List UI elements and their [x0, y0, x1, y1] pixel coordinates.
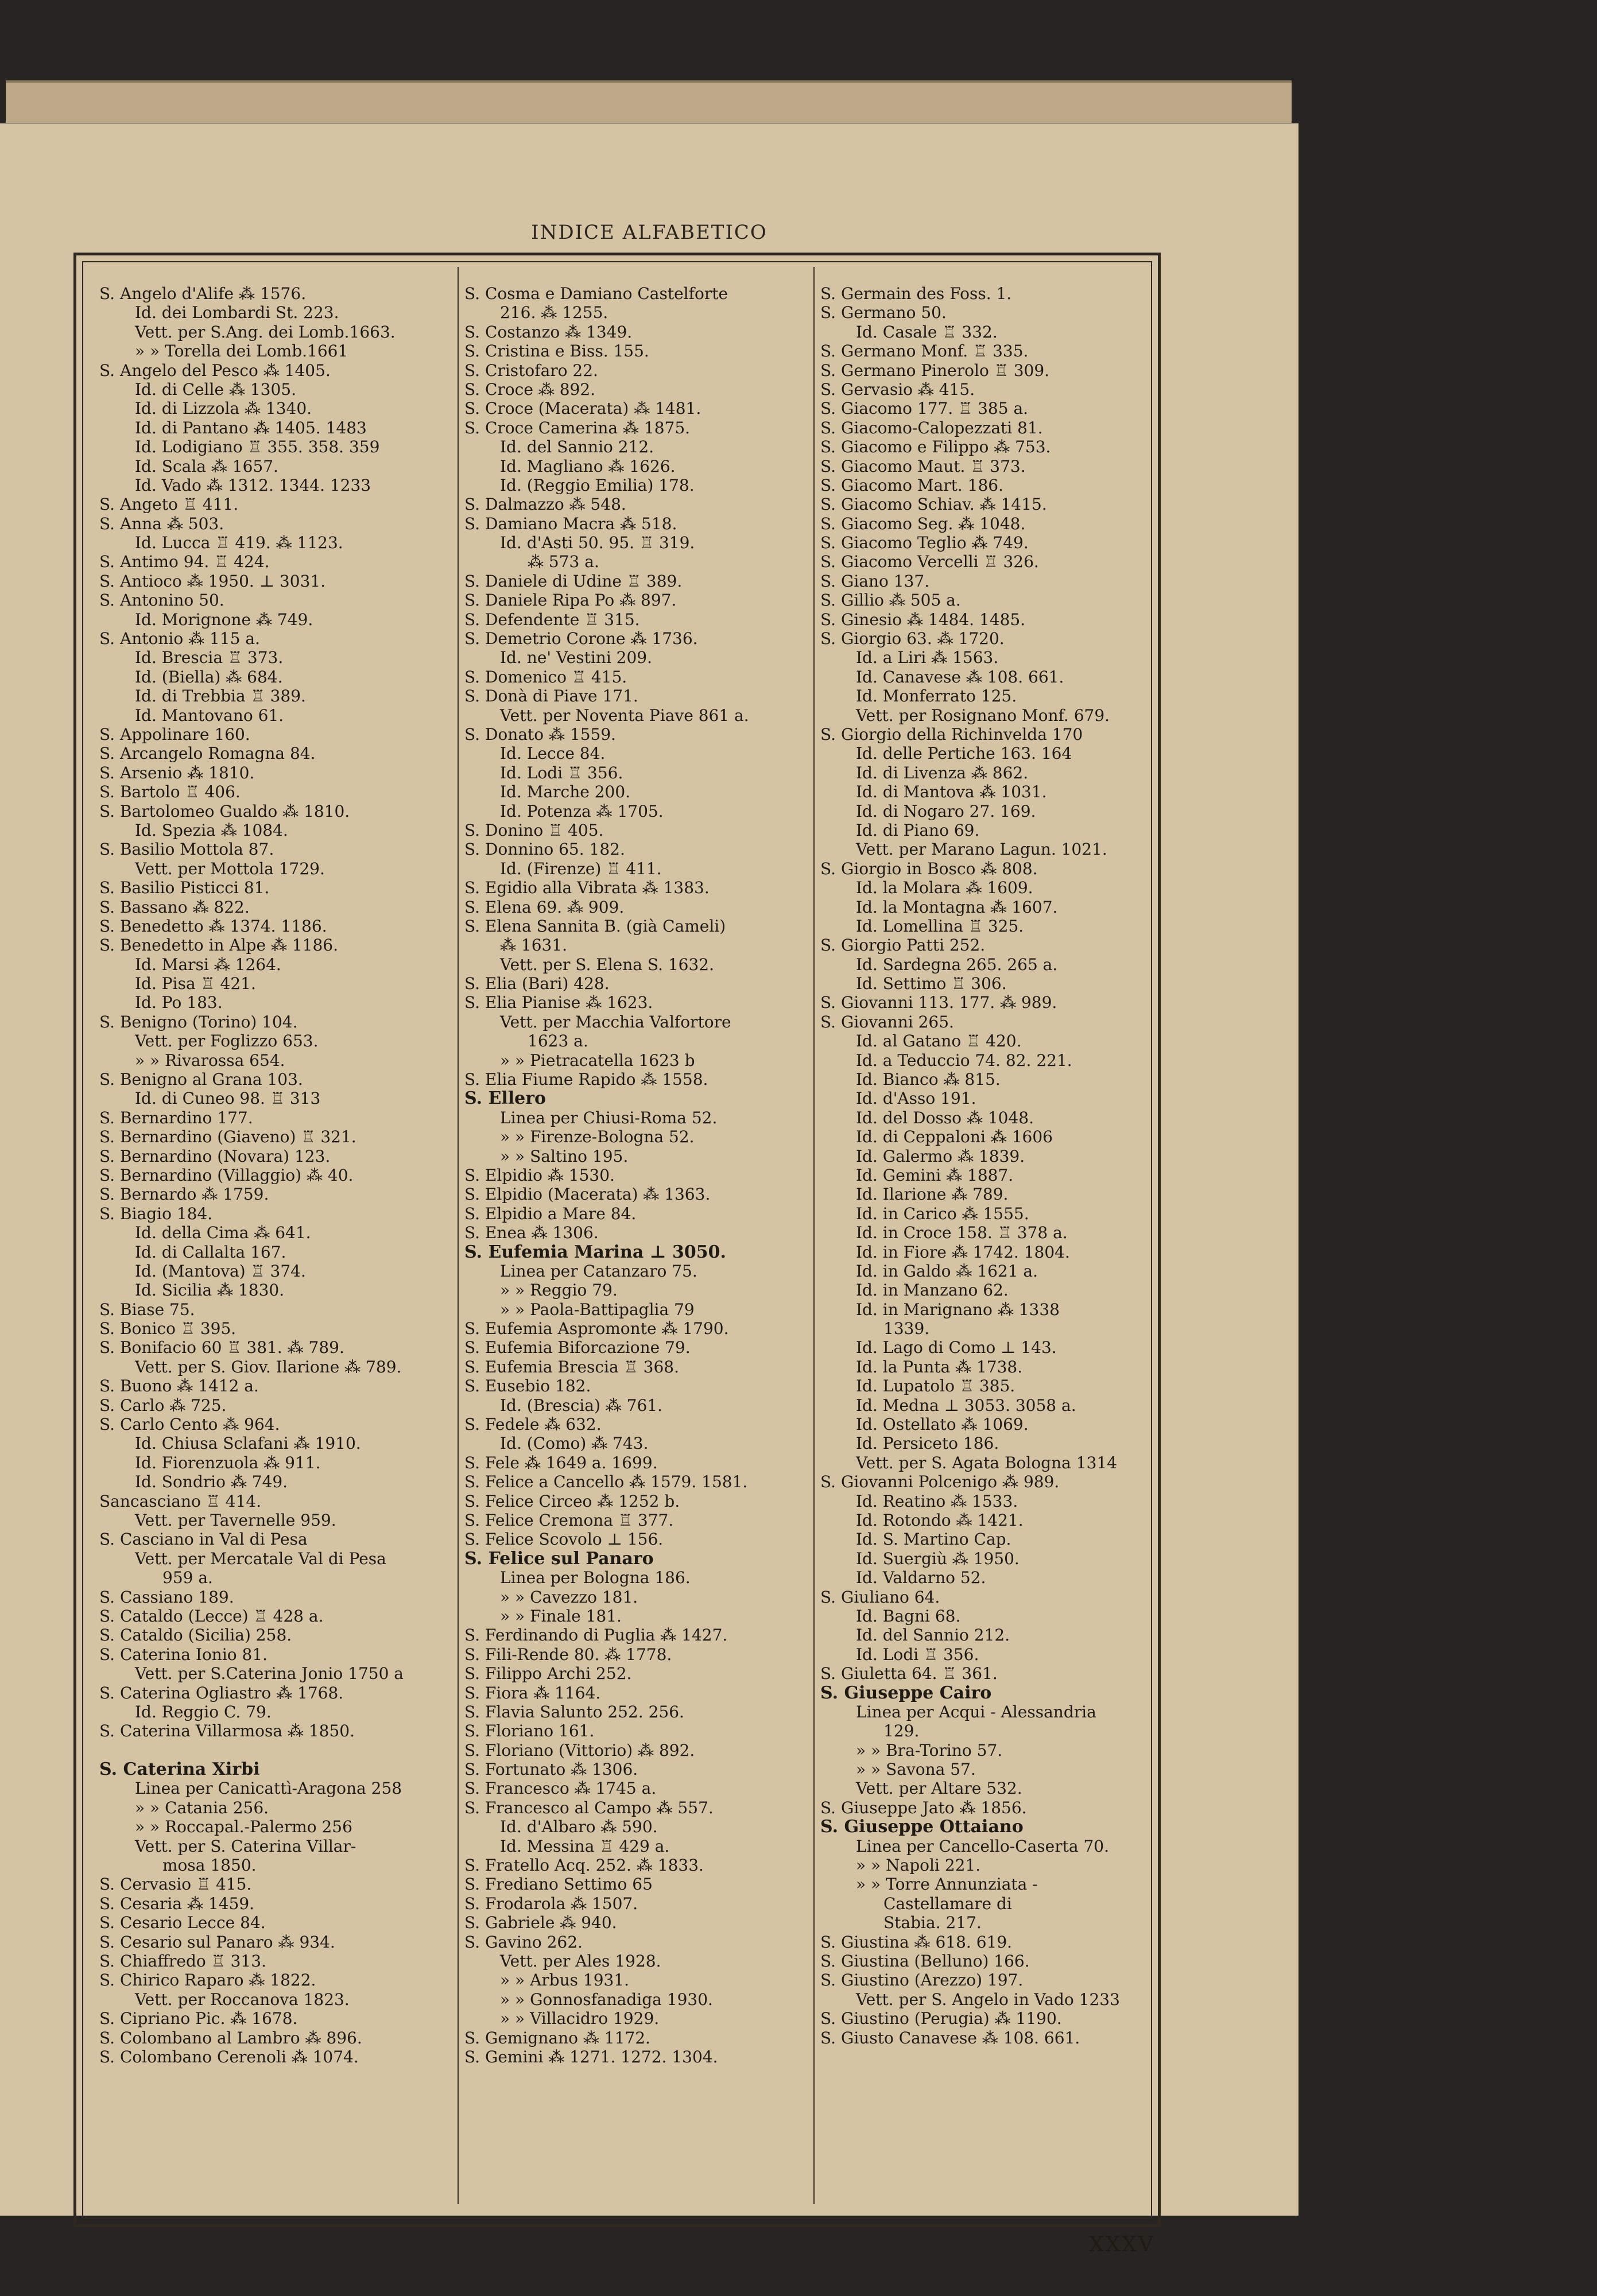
- index-entry: Id. (Firenze) ♖ 411.: [500, 859, 662, 878]
- index-entry: Id. Scala ⁂ 1657.: [135, 456, 278, 476]
- index-entry: Id. in Manzano 62.: [856, 1281, 1009, 1300]
- index-entry: S. Giuseppe Jato ⁂ 1856.: [820, 1798, 1027, 1817]
- index-entry: Id. (Reggio Emilia) 178.: [500, 475, 695, 495]
- index-entry: S. Eufemia Marina ⊥ 3050.: [464, 1242, 726, 1262]
- index-entry: S. Benedetto in Alpe ⁂ 1186.: [99, 936, 339, 955]
- index-entry: S. Francesco ⁂ 1745 a.: [464, 1779, 657, 1798]
- index-entry: S. Ellero: [464, 1089, 546, 1108]
- index-entry: Id. Lomellina ♖ 325.: [856, 916, 1024, 936]
- index-entry: S. Croce ⁂ 892.: [464, 379, 596, 399]
- index-entry: S. Demetrio Corone ⁂ 1736.: [464, 629, 698, 649]
- index-entry: S. Daniele di Udine ♖ 389.: [464, 571, 683, 591]
- index-entry: Id. in Fiore ⁂ 1742. 1804.: [856, 1242, 1070, 1262]
- index-column-3: [813, 267, 1170, 2204]
- index-entry: S. Bernardo ⁂ 1759.: [99, 1185, 269, 1204]
- page-title: INDICE ALFABETICO: [531, 221, 768, 244]
- index-entry: S. Chirico Raparo ⁂ 1822.: [99, 1971, 316, 1990]
- index-entry: S. Fedele ⁂ 632.: [464, 1415, 602, 1434]
- index-entry: S. Cesaria ⁂ 1459.: [99, 1894, 255, 1913]
- index-entry: Linea per Chiusi-Roma 52.: [500, 1108, 718, 1127]
- index-entry: Id. dei Lombardi St. 223.: [135, 303, 339, 323]
- index-entry: Id. (Biella) ⁂ 684.: [135, 667, 283, 687]
- index-entry: Id. Marche 200.: [500, 782, 631, 802]
- index-entry: 1339.: [883, 1319, 930, 1339]
- index-entry: Id. Medna ⊥ 3053. 3058 a.: [856, 1395, 1076, 1415]
- index-entry: Vett. per S. Angelo in Vado 1233: [856, 1989, 1120, 2009]
- book-page: [0, 123, 1298, 2256]
- index-entry: Id. Chiusa Sclafani ⁂ 1910.: [135, 1434, 361, 1453]
- index-entry: Id. in Carico ⁂ 1555.: [856, 1204, 1029, 1223]
- index-entry: Id. Canavese ⁂ 108. 661.: [856, 667, 1064, 687]
- index-entry: S. Giustino (Arezzo) 197.: [820, 1971, 1024, 1990]
- index-entry: S. Antioco ⁂ 1950. ⊥ 3031.: [99, 571, 326, 591]
- index-entry: S. Flavia Salunto 252. 256.: [464, 1702, 684, 1721]
- index-entry: 959 a.: [162, 1568, 213, 1588]
- page-number: XXXV: [1089, 2233, 1155, 2256]
- index-entry: S. Germano Pinerolo ♖ 309.: [820, 360, 1050, 380]
- index-entry: S. Cristina e Biss. 155.: [464, 342, 649, 361]
- index-entry: Id. Po 183.: [135, 993, 223, 1013]
- index-entry: Vett. per S. Elena S. 1632.: [500, 955, 715, 974]
- index-entry: Id. la Molara ⁂ 1609.: [856, 878, 1033, 898]
- index-entry: S. Biagio 184.: [99, 1204, 213, 1223]
- index-entry: S. Giorgio 63. ⁂ 1720.: [820, 629, 1005, 649]
- index-entry: Id. Morignone ⁂ 749.: [135, 610, 313, 629]
- index-entry: S. Fiora ⁂ 1164.: [464, 1683, 601, 1702]
- index-entry: Vett. per Altare 532.: [856, 1779, 1022, 1798]
- index-entry: Id. Vado ⁂ 1312. 1344. 1233: [135, 475, 371, 495]
- index-entry: Id. d'Asti 50. 95. ♖ 319.: [500, 533, 695, 553]
- index-entry: Id. Galermo ⁂ 1839.: [856, 1146, 1025, 1166]
- index-entry: S. Elena 69. ⁂ 909.: [464, 897, 625, 917]
- index-entry: Id. la Punta ⁂ 1738.: [856, 1357, 1023, 1376]
- index-entry: Stabia. 217.: [883, 1913, 982, 1933]
- index-entry: Id. in Galdo ⁂ 1621 a.: [856, 1261, 1038, 1281]
- index-entry: S. Frodarola ⁂ 1507.: [464, 1894, 638, 1913]
- index-entry: S. Giorgio della Richinvelda 170: [820, 724, 1083, 744]
- index-entry: Linea per Cancello-Caserta 70.: [856, 1836, 1109, 1856]
- index-entry: Id. Ostellato ⁂ 1069.: [856, 1415, 1029, 1434]
- index-entry: Id. Potenza ⁂ 1705.: [500, 801, 664, 821]
- index-entry: Vett. per S.Ang. dei Lomb.1663.: [135, 322, 396, 342]
- index-entry: Id. Gemini ⁂ 1887.: [856, 1165, 1014, 1185]
- index-entry: S. Giacomo-Calopezzati 81.: [820, 418, 1043, 437]
- index-entry: S. Donà di Piave 171.: [464, 687, 638, 706]
- index-entry: S. Felice Scovolo ⊥ 156.: [464, 1530, 664, 1549]
- index-entry: S. Frediano Settimo 65: [464, 1875, 653, 1894]
- index-entry: S. Giustina ⁂ 618. 619.: [820, 1932, 1013, 1952]
- index-entry: Id. (Como) ⁂ 743.: [500, 1434, 649, 1453]
- index-entry: S. Daniele Ripa Po ⁂ 897.: [464, 591, 677, 610]
- index-entry: Id. a Teduccio 74. 82. 221.: [856, 1050, 1072, 1070]
- index-entry: S. Arsenio ⁂ 1810.: [99, 763, 255, 782]
- index-entry: S. Floriano (Vittorio) ⁂ 892.: [464, 1740, 695, 1760]
- index-entry: Id. di Livenza ⁂ 862.: [856, 763, 1029, 782]
- index-entry: Id. Suergiù ⁂ 1950.: [856, 1549, 1020, 1568]
- index-entry: S. Elpidio a Mare 84.: [464, 1204, 637, 1223]
- index-entry: Id. (Brescia) ⁂ 761.: [500, 1395, 663, 1415]
- index-entry: » » Catania 256.: [135, 1798, 269, 1817]
- index-entry: Id. di Callalta 167.: [135, 1242, 286, 1262]
- index-entry: S. Giacomo e Filippo ⁂ 753.: [820, 437, 1051, 457]
- index-entry: S. Giacomo Maut. ♖ 373.: [820, 456, 1026, 476]
- index-entry: S. Germano Monf. ♖ 335.: [820, 342, 1029, 361]
- index-entry: S. Floriano 161.: [464, 1721, 595, 1741]
- index-entry: Id. Persiceto 186.: [856, 1434, 999, 1453]
- index-entry: S. Antimo 94. ♖ 424.: [99, 552, 270, 572]
- index-entry: Id. ne' Vestini 209.: [500, 648, 653, 668]
- index-entry: S. Cosma e Damiano Castelforte: [464, 284, 728, 303]
- index-entry: S. Elia (Bari) 428.: [464, 974, 610, 994]
- index-entry: S. Giovanni 113. 177. ⁂ 989.: [820, 993, 1057, 1013]
- index-entry: S. Bernardino (Villaggio) ⁂ 40.: [99, 1165, 354, 1185]
- index-entry: S. Giuseppe Ottaiano: [820, 1817, 1024, 1837]
- index-entry: S. Giustino (Perugia) ⁂ 1190.: [820, 2009, 1062, 2029]
- index-entry: Id. Sondrio ⁂ 749.: [135, 1472, 288, 1492]
- index-entry: Id. Sardegna 265. 265 a.: [856, 955, 1058, 974]
- index-entry: S. Benedetto ⁂ 1374. 1186.: [99, 916, 327, 936]
- index-entry: S. Felice Cremona ♖ 377.: [464, 1511, 674, 1530]
- index-entry: S. Eusebio 182.: [464, 1376, 591, 1396]
- index-frame: [73, 253, 1161, 2227]
- index-entry: S. Fele ⁂ 1649 a. 1699.: [464, 1453, 658, 1472]
- index-entry: Id. Casale ♖ 332.: [856, 322, 998, 342]
- index-entry: » » Gonnosfanadiga 1930.: [500, 1989, 713, 2009]
- index-entry: Id. (Mantova) ♖ 374.: [135, 1261, 306, 1281]
- index-entry: » » Finale 181.: [500, 1606, 622, 1626]
- index-entry: S. Fratello Acq. 252. ⁂ 1833.: [464, 1856, 704, 1875]
- index-entry: S. Basilio Pisticci 81.: [99, 878, 270, 898]
- index-entry: S. Elpidio ⁂ 1530.: [464, 1165, 615, 1185]
- index-entry: » » Paola-Battipaglia 79: [500, 1300, 695, 1319]
- index-entry: S. Gillio ⁂ 505 a.: [820, 591, 961, 610]
- index-entry: S. Giano 137.: [820, 571, 930, 591]
- page-edge-stack: [6, 80, 1292, 123]
- index-entry: S. Germain des Foss. 1.: [820, 284, 1012, 303]
- index-entry: S. Giacomo Vercelli ♖ 326.: [820, 552, 1039, 572]
- index-entry: Id. di Mantova ⁂ 1031.: [856, 782, 1047, 802]
- index-entry: S. Elpidio (Macerata) ⁂ 1363.: [464, 1185, 711, 1204]
- index-entry: S. Dalmazzo ⁂ 548.: [464, 495, 626, 514]
- index-column-2: [458, 267, 815, 2204]
- index-entry: Sancasciano ♖ 414.: [99, 1491, 262, 1511]
- index-entry: S. Cataldo (Lecce) ♖ 428 a.: [99, 1606, 324, 1626]
- index-entry: Id. di Pantano ⁂ 1405. 1483: [135, 418, 367, 437]
- index-entry: » » Villacidro 1929.: [500, 2009, 660, 2029]
- index-entry: 1623 a.: [528, 1031, 588, 1051]
- index-entry: S. Giacomo Mart. 186.: [820, 475, 1003, 495]
- index-entry: Id. Reatino ⁂ 1533.: [856, 1491, 1018, 1511]
- index-entry: S. Carlo ⁂ 725.: [99, 1395, 227, 1415]
- index-entry: S. Bernardino (Giaveno) ♖ 321.: [99, 1127, 356, 1147]
- index-entry: Id. delle Pertiche 163. 164: [856, 744, 1072, 763]
- index-entry: Id. d'Asso 191.: [856, 1089, 976, 1108]
- index-entry: Vett. per Rosignano Monf. 679.: [856, 705, 1110, 725]
- index-entry: Id. di Cuneo 98. ♖ 313: [135, 1089, 321, 1108]
- index-entry: Id. del Sannio 212.: [856, 1626, 1010, 1645]
- index-entry: S. Cervasio ♖ 415.: [99, 1875, 252, 1894]
- index-entry: S. Cataldo (Sicilia) 258.: [99, 1626, 292, 1645]
- index-entry: S. Defendente ♖ 315.: [464, 610, 640, 629]
- index-entry: Id. Lodi ♖ 356.: [856, 1645, 979, 1664]
- index-entry: Vett. per S. Giov. Ilarione ⁂ 789.: [135, 1357, 402, 1376]
- index-entry: S. Bernardino 177.: [99, 1108, 253, 1127]
- index-entry: S. Giustina (Belluno) 166.: [820, 1951, 1030, 1971]
- index-entry: Id. Rotondo ⁂ 1421.: [856, 1511, 1024, 1530]
- index-entry: S. Colombano al Lambro ⁂ 896.: [99, 2028, 362, 2047]
- index-entry: Id. di Piano 69.: [856, 820, 980, 840]
- index-entry: S. Felice Circeo ⁂ 1252 b.: [464, 1491, 680, 1511]
- index-entry: S. Biase 75.: [99, 1300, 195, 1319]
- index-entry: ⁂ 573 a.: [528, 552, 599, 572]
- index-entry: S. Caterina Xirbi: [99, 1760, 260, 1779]
- index-entry: S. Caterina Villarmosa ⁂ 1850.: [99, 1721, 355, 1741]
- index-entry: Vett. per Roccanova 1823.: [135, 1989, 350, 2009]
- index-entry: Id. S. Martino Cap.: [856, 1530, 1011, 1549]
- index-entry: S. Croce (Macerata) ⁂ 1481.: [464, 399, 701, 418]
- index-entry: 216. ⁂ 1255.: [500, 303, 608, 323]
- index-entry: » » Torella dei Lomb.1661: [135, 342, 348, 361]
- index-entry: S. Eufemia Aspromonte ⁂ 1790.: [464, 1319, 729, 1339]
- index-entry: » » Saltino 195.: [500, 1146, 629, 1166]
- index-entry: S. Appolinare 160.: [99, 724, 250, 744]
- index-entry: S. Angelo del Pesco ⁂ 1405.: [99, 360, 331, 380]
- index-entry: S. Germano 50.: [820, 303, 947, 323]
- index-entry: S. Caterina Ogliastro ⁂ 1768.: [99, 1683, 344, 1702]
- index-entry: S. Antonino 50.: [99, 591, 224, 610]
- index-entry: Linea per Acqui - Alessandria: [856, 1702, 1096, 1721]
- index-entry: S. Carlo Cento ⁂ 964.: [99, 1415, 280, 1434]
- index-entry: Id. al Gatano ♖ 420.: [856, 1031, 1022, 1051]
- index-entry: S. Ferdinando di Puglia ⁂ 1427.: [464, 1626, 728, 1645]
- index-entry: [99, 1741, 449, 1760]
- index-entry: S. Giovanni Polcenigo ⁂ 989.: [820, 1472, 1060, 1492]
- index-entry: S. Fortunato ⁂ 1306.: [464, 1760, 638, 1779]
- index-entry: Id. Lodi ♖ 356.: [500, 763, 623, 782]
- index-entry: Id. Magliano ⁂ 1626.: [500, 456, 676, 476]
- index-entry: S. Giorgio Patti 252.: [820, 936, 986, 955]
- index-entry: S. Bartolo ♖ 406.: [99, 782, 241, 802]
- index-entry: S. Croce Camerina ⁂ 1875.: [464, 418, 691, 437]
- index-entry: Id. del Sannio 212.: [500, 437, 654, 457]
- index-entry: S. Costanzo ⁂ 1349.: [464, 322, 633, 342]
- index-entry: Id. di Trebbia ♖ 389.: [135, 687, 306, 706]
- index-entry: S. Giovanni 265.: [820, 1012, 954, 1031]
- index-entry: » » Arbus 1931.: [500, 1971, 630, 1990]
- index-entry: » » Torre Annunziata -: [856, 1875, 1038, 1894]
- index-entry: Vett. per Macchia Valfortore: [500, 1012, 731, 1031]
- index-entry: S. Angelo d'Alife ⁂ 1576.: [99, 284, 307, 303]
- index-entry: Id. Reggio C. 79.: [135, 1702, 272, 1721]
- index-entry: Id. Settimo ♖ 306.: [856, 974, 1007, 994]
- index-entry: Vett. per S. Caterina Villar-: [135, 1836, 356, 1856]
- index-entry: S. Fili-Rende 80. ⁂ 1778.: [464, 1645, 672, 1664]
- index-entry: Id. della Cima ⁂ 641.: [135, 1223, 311, 1243]
- index-entry: Id. Valdarno 52.: [856, 1568, 986, 1588]
- index-entry: S. Gabriele ⁂ 940.: [464, 1913, 617, 1933]
- index-entry: Id. del Dosso ⁂ 1048.: [856, 1108, 1034, 1127]
- index-entry: S. Chiaffredo ♖ 313.: [99, 1951, 266, 1971]
- index-entry: S. Donnino 65. 182.: [464, 840, 625, 859]
- index-entry: S. Buono ⁂ 1412 a.: [99, 1376, 259, 1396]
- index-entry: S. Colombano Cerenoli ⁂ 1074.: [99, 2047, 359, 2066]
- index-entry: S. Filippo Archi 252.: [464, 1664, 632, 1684]
- index-entry: S. Francesco al Campo ⁂ 557.: [464, 1798, 714, 1817]
- index-entry: Id. in Croce 158. ♖ 378 a.: [856, 1223, 1068, 1243]
- index-entry: S. Casciano in Val di Pesa: [99, 1530, 308, 1549]
- index-entry: Id. di Celle ⁂ 1305.: [135, 379, 296, 399]
- index-entry: Id. Bianco ⁂ 815.: [856, 1070, 1001, 1089]
- index-entry: Vett. per Marano Lagun. 1021.: [856, 840, 1107, 859]
- index-entry: Id. Lago di Como ⊥ 143.: [856, 1338, 1057, 1358]
- index-entry: S. Eufemia Biforcazione 79.: [464, 1338, 691, 1358]
- index-column-1: [99, 267, 449, 2204]
- index-entry: Vett. per Mercatale Val di Pesa: [135, 1549, 386, 1568]
- index-entry: » » Napoli 221.: [856, 1856, 981, 1875]
- index-entry: S. Domenico ♖ 415.: [464, 667, 627, 687]
- index-entry: S. Basilio Mottola 87.: [99, 840, 274, 859]
- index-entry: S. Giacomo Schiav. ⁂ 1415.: [820, 495, 1047, 514]
- index-entry: » » Cavezzo 181.: [500, 1587, 638, 1607]
- index-entry: » » Savona 57.: [856, 1760, 976, 1779]
- index-entry: 129.: [883, 1721, 920, 1741]
- index-entry: S. Giusto Canavese ⁂ 108. 661.: [820, 2028, 1080, 2047]
- index-inner-frame: [82, 261, 1152, 2219]
- index-entry: S. Bernardino (Novara) 123.: [99, 1146, 331, 1166]
- index-entry: S. Gemini ⁂ 1271. 1272. 1304.: [464, 2047, 718, 2066]
- index-entry: S. Elia Fiume Rapido ⁂ 1558.: [464, 1070, 708, 1089]
- index-entry: Vett. per Mottola 1729.: [135, 859, 325, 878]
- index-entry: S. Damiano Macra ⁂ 518.: [464, 514, 677, 533]
- index-entry: Id. Lupatolo ♖ 385.: [856, 1376, 1015, 1396]
- index-entry: S. Arcangelo Romagna 84.: [99, 744, 316, 763]
- index-entry: » » Pietracatella 1623 b: [500, 1050, 695, 1070]
- index-entry: S. Gavino 262.: [464, 1932, 583, 1952]
- index-entry: S. Eufemia Brescia ♖ 368.: [464, 1357, 679, 1376]
- index-entry: Vett. per Ales 1928.: [500, 1951, 661, 1971]
- index-entry: Id. Bagni 68.: [856, 1606, 961, 1626]
- index-entry: S. Cesario Lecce 84.: [99, 1913, 266, 1933]
- index-entry: Linea per Bologna 186.: [500, 1568, 691, 1588]
- index-entry: S. Bonico ♖ 395.: [99, 1319, 237, 1339]
- index-entry: S. Gervasio ⁂ 415.: [820, 379, 975, 399]
- index-entry: S. Donato ⁂ 1559.: [464, 724, 617, 744]
- index-entry: S. Giorgio in Bosco ⁂ 808.: [820, 859, 1038, 878]
- index-entry: S. Giuliano 64.: [820, 1587, 940, 1607]
- index-entry: Id. Pisa ♖ 421.: [135, 974, 256, 994]
- index-entry: S. Bartolomeo Gualdo ⁂ 1810.: [99, 801, 350, 821]
- index-entry: S. Benigno al Grana 103.: [99, 1070, 303, 1089]
- index-entry: S. Cristofaro 22.: [464, 360, 598, 380]
- index-entry: S. Elia Pianise ⁂ 1623.: [464, 993, 653, 1013]
- index-entry: S. Giacomo Seg. ⁂ 1048.: [820, 514, 1026, 533]
- index-entry: Vett. per Foglizzo 653.: [135, 1031, 319, 1051]
- index-entry: Id. Mantovano 61.: [135, 705, 284, 725]
- index-entry: Id. Lucca ♖ 419. ⁂ 1123.: [135, 533, 343, 553]
- index-entry: Linea per Canicattì-Aragona 258: [135, 1779, 402, 1798]
- index-entry: Id. la Montagna ⁂ 1607.: [856, 897, 1058, 917]
- index-entry: S. Egidio alla Vibrata ⁂ 1383.: [464, 878, 710, 898]
- index-entry: mosa 1850.: [162, 1856, 257, 1875]
- index-entry: S. Caterina Ionio 81.: [99, 1645, 268, 1664]
- index-entry: S. Bonifacio 60 ♖ 381. ⁂ 789.: [99, 1338, 344, 1358]
- index-entry: S. Giuletta 64. ♖ 361.: [820, 1664, 998, 1684]
- index-entry: Vett. per Tavernelle 959.: [135, 1511, 336, 1530]
- index-entry: Id. di Lizzola ⁂ 1340.: [135, 399, 312, 418]
- index-entry: Id. Ilarione ⁂ 789.: [856, 1185, 1009, 1204]
- index-entry: S. Cassiano 189.: [99, 1587, 234, 1607]
- index-entry: Vett. per Noventa Piave 861 a.: [500, 705, 749, 725]
- index-entry: S. Antonio ⁂ 115 a.: [99, 629, 260, 649]
- index-entry: Id. Lecce 84.: [500, 744, 606, 763]
- index-entry: S. Felice sul Panaro: [464, 1549, 654, 1569]
- index-entry: » » Rivarossa 654.: [135, 1050, 285, 1070]
- index-entry: S. Cesario sul Panaro ⁂ 934.: [99, 1932, 335, 1952]
- index-entry: Id. a Liri ⁂ 1563.: [856, 648, 999, 668]
- index-entry: S. Enea ⁂ 1306.: [464, 1223, 599, 1243]
- index-entry: Id. Lodigiano ♖ 355. 358. 359: [135, 437, 380, 457]
- index-entry: Id. Spezia ⁂ 1084.: [135, 820, 288, 840]
- index-entry: Vett. per S. Agata Bologna 1314: [856, 1453, 1118, 1472]
- index-entry: Id. di Nogaro 27. 169.: [856, 801, 1036, 821]
- index-entry: Id. Brescia ♖ 373.: [135, 648, 284, 668]
- index-entry: Vett. per S.Caterina Jonio 1750 a: [135, 1664, 404, 1684]
- index-entry: S. Giuseppe Cairo: [820, 1683, 992, 1702]
- index-entry: » » Firenze-Bologna 52.: [500, 1127, 695, 1147]
- index-entry: S. Donino ♖ 405.: [464, 820, 604, 840]
- index-entry: Castellamare di: [883, 1894, 1012, 1913]
- index-entry: S. Elena Sannita B. (già Cameli): [464, 916, 726, 936]
- index-entry: S. Bassano ⁂ 822.: [99, 897, 250, 917]
- index-entry: S. Angeto ♖ 411.: [99, 495, 239, 514]
- index-entry: S. Gemignano ⁂ 1172.: [464, 2028, 650, 2047]
- index-entry: S. Felice a Cancello ⁂ 1579. 1581.: [464, 1472, 748, 1492]
- index-entry: » » Roccapal.-Palermo 256: [135, 1817, 352, 1837]
- index-entry: » » Reggio 79.: [500, 1281, 618, 1300]
- index-entry: Id. Monferrato 125.: [856, 687, 1017, 706]
- index-entry: Id. di Ceppaloni ⁂ 1606: [856, 1127, 1053, 1147]
- index-entry: S. Giacomo 177. ♖ 385 a.: [820, 399, 1029, 418]
- index-entry: S. Ginesio ⁂ 1484. 1485.: [820, 610, 1026, 629]
- index-entry: Id. in Marignano ⁂ 1338: [856, 1300, 1060, 1319]
- index-entry: Id. Sicilia ⁂ 1830.: [135, 1281, 285, 1300]
- index-entry: Id. Fiorenzuola ⁂ 911.: [135, 1453, 321, 1472]
- index-entry: Linea per Catanzaro 75.: [500, 1261, 697, 1281]
- index-entry: S. Giacomo Teglio ⁂ 749.: [820, 533, 1029, 553]
- index-entry: Id. Messina ♖ 429 a.: [500, 1836, 670, 1856]
- index-entry: S. Benigno (Torino) 104.: [99, 1012, 298, 1031]
- index-entry: Id. Marsi ⁂ 1264.: [135, 955, 281, 974]
- index-entry: S. Anna ⁂ 503.: [99, 514, 224, 533]
- index-entry: Id. d'Albaro ⁂ 590.: [500, 1817, 658, 1837]
- index-entry: ⁂ 1631.: [500, 936, 568, 955]
- index-entry: » » Bra-Torino 57.: [856, 1740, 1003, 1760]
- index-entry: S. Cipriano Pic. ⁂ 1678.: [99, 2009, 298, 2029]
